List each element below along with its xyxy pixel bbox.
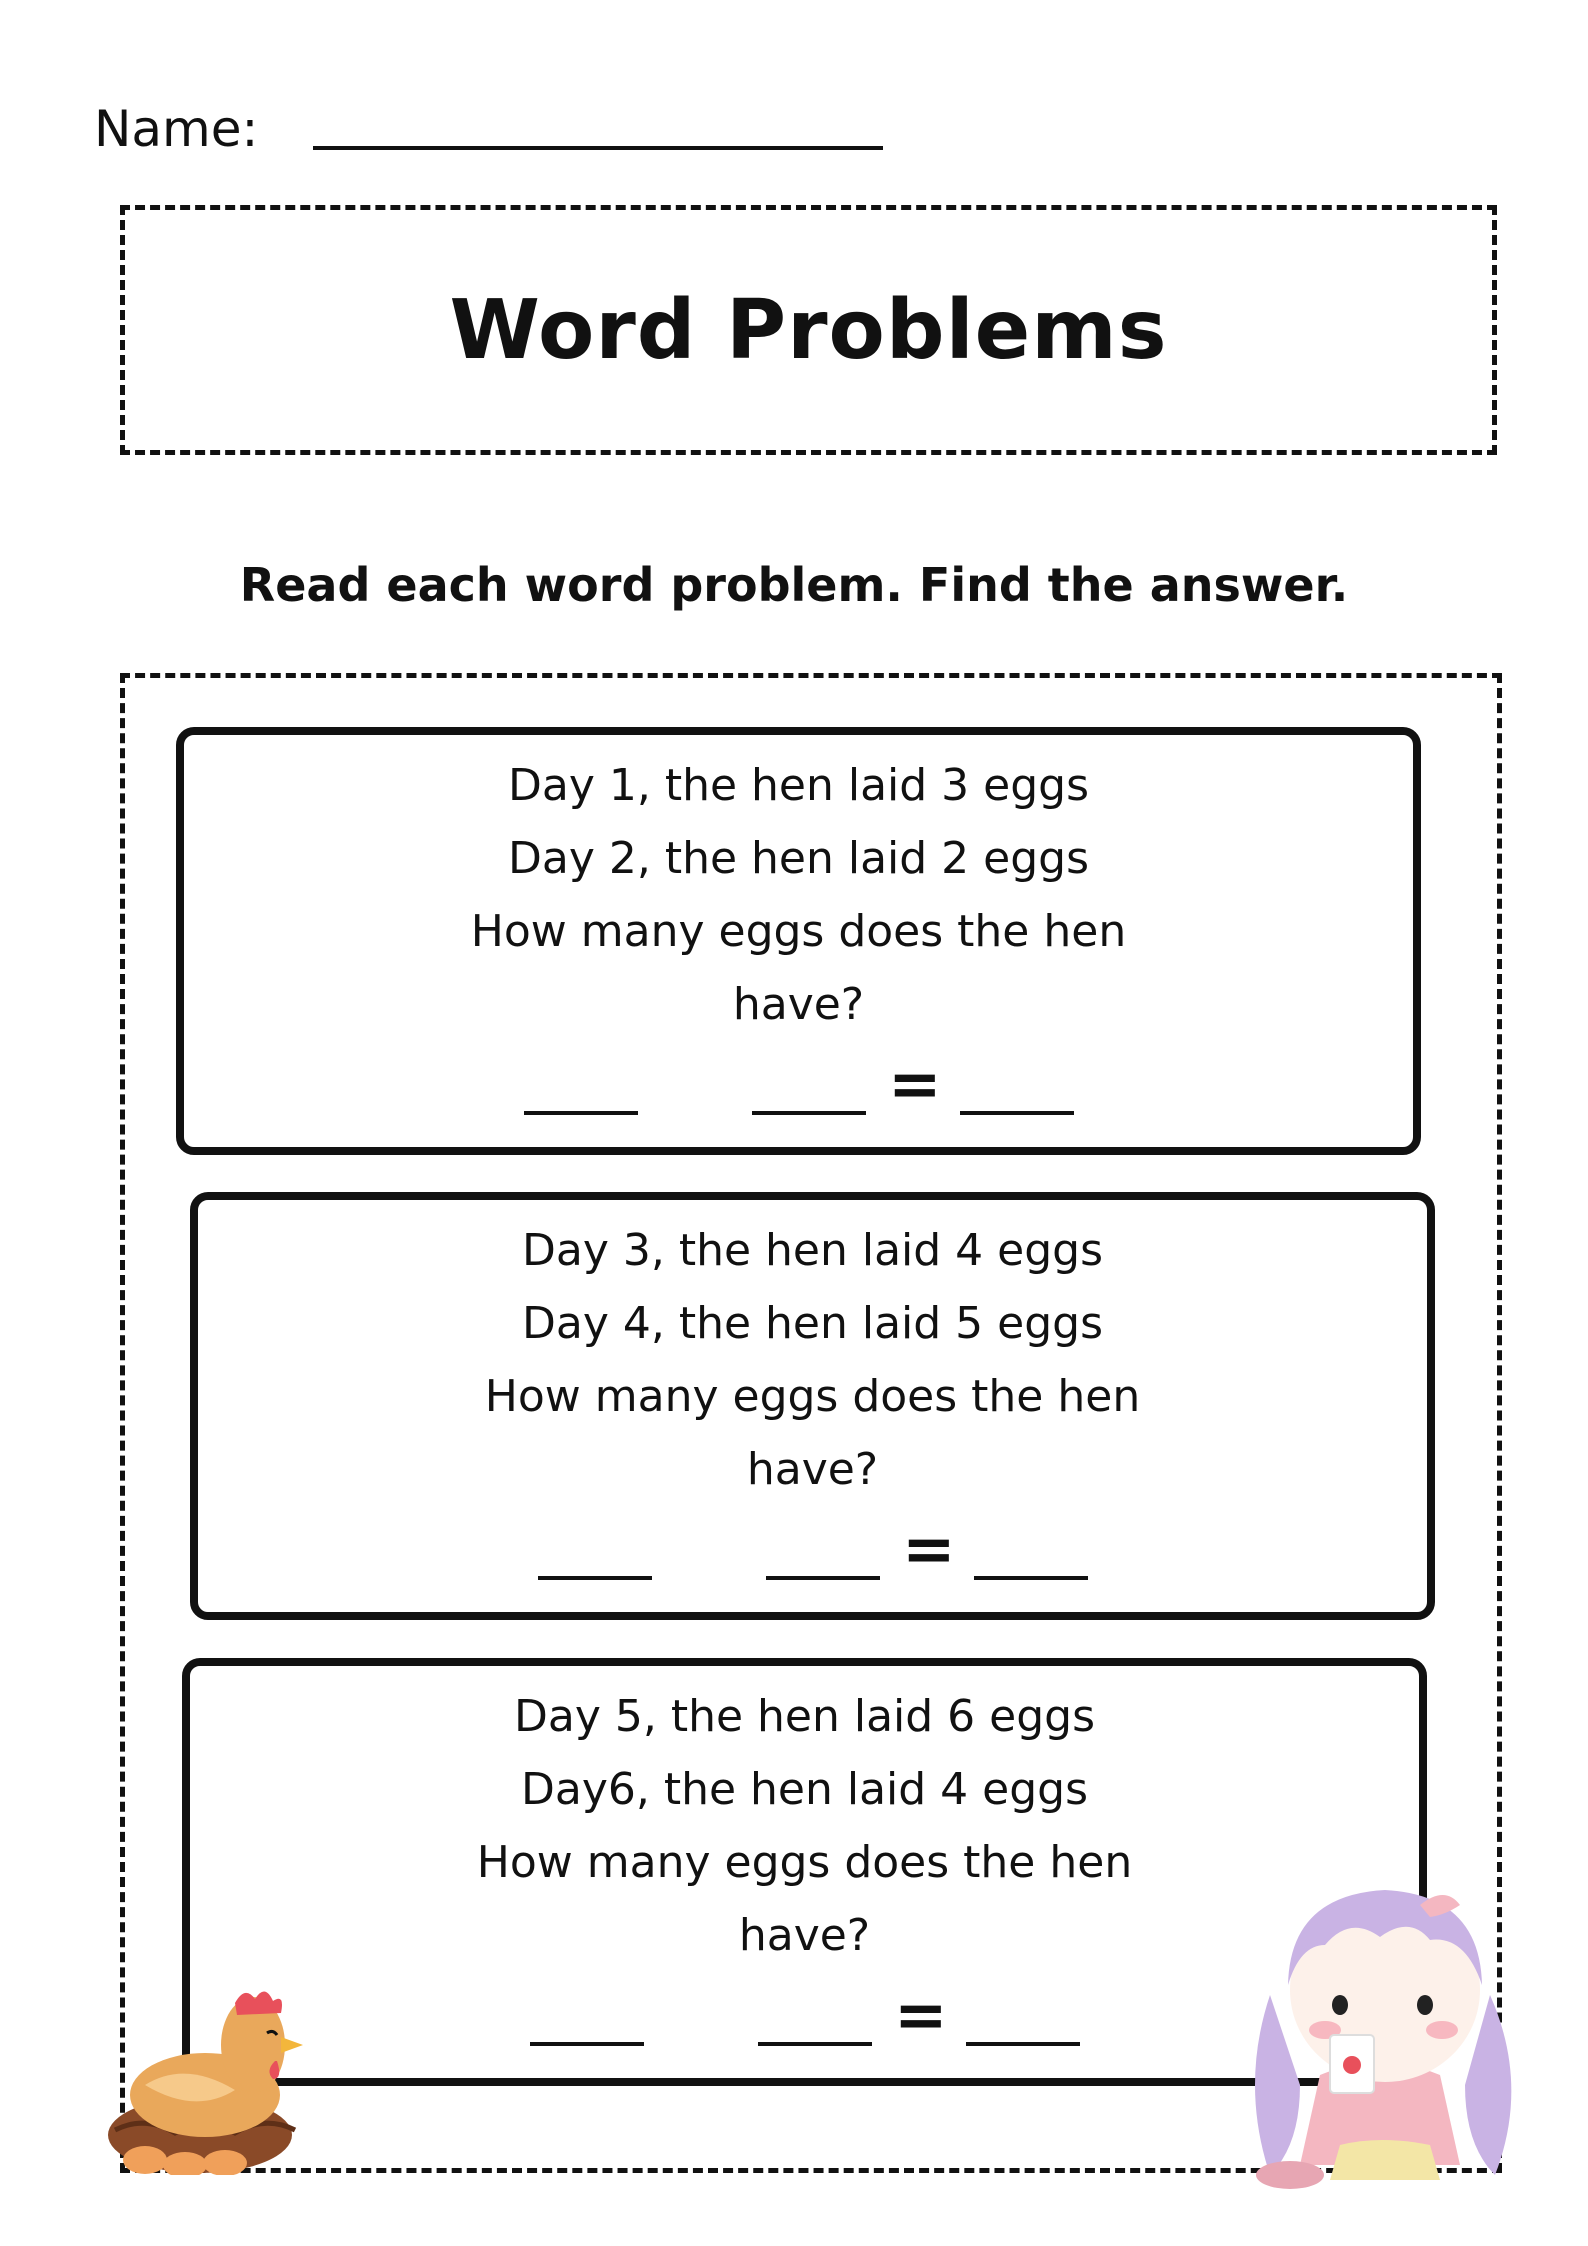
problem-line: How many eggs does the hen [476,1837,1133,1888]
problem-line: Day 5, the hen laid 6 eggs [513,1691,1096,1742]
answer-blank-second[interactable] [752,1111,866,1115]
page-title: Word Problems [449,282,1168,378]
answer-blank-result[interactable] [974,1576,1088,1580]
egg-icon [203,2150,247,2175]
equals-sign: = [902,1513,956,1587]
problem-line: How many eggs does the hen [470,906,1127,957]
title-box [120,205,1497,455]
word-problem-2 [190,1192,1435,1620]
equals-sign: = [888,1048,942,1122]
word-problem-1 [176,727,1421,1155]
hen-icon [105,1975,305,2175]
problem-line: How many eggs does the hen [484,1371,1141,1422]
answer-blank-first[interactable] [524,1111,638,1115]
girl-icon [1230,1845,1530,2190]
answer-blank-result[interactable] [966,2042,1080,2046]
name-blank-line[interactable] [313,146,883,150]
answer-blank-first[interactable] [530,2042,644,2046]
problem-line: Day 2, the hen laid 2 eggs [507,833,1090,884]
egg-icon [123,2146,167,2174]
answer-blank-result[interactable] [960,1111,1074,1115]
problem-text [198,1214,1427,1506]
answer-blank-first[interactable] [538,1576,652,1580]
problem-line: Day 3, the hen laid 4 eggs [521,1225,1104,1276]
problem-line: have? [746,1444,879,1495]
equals-sign: = [894,1979,948,2053]
problem-line: Day 1, the hen laid 3 eggs [507,760,1090,811]
problem-line: Day6, the hen laid 4 eggs [520,1764,1089,1815]
problem-line: have? [732,979,865,1030]
problem-line: Day 4, the hen laid 5 eggs [521,1298,1104,1349]
answer-blank-second[interactable] [758,2042,872,2046]
problem-text [184,749,1413,1041]
answer-blank-second[interactable] [766,1576,880,1580]
name-label: Name: [94,100,259,158]
problem-line: have? [738,1910,871,1961]
instructions: Read each word problem. Find the answer. [239,558,1349,612]
